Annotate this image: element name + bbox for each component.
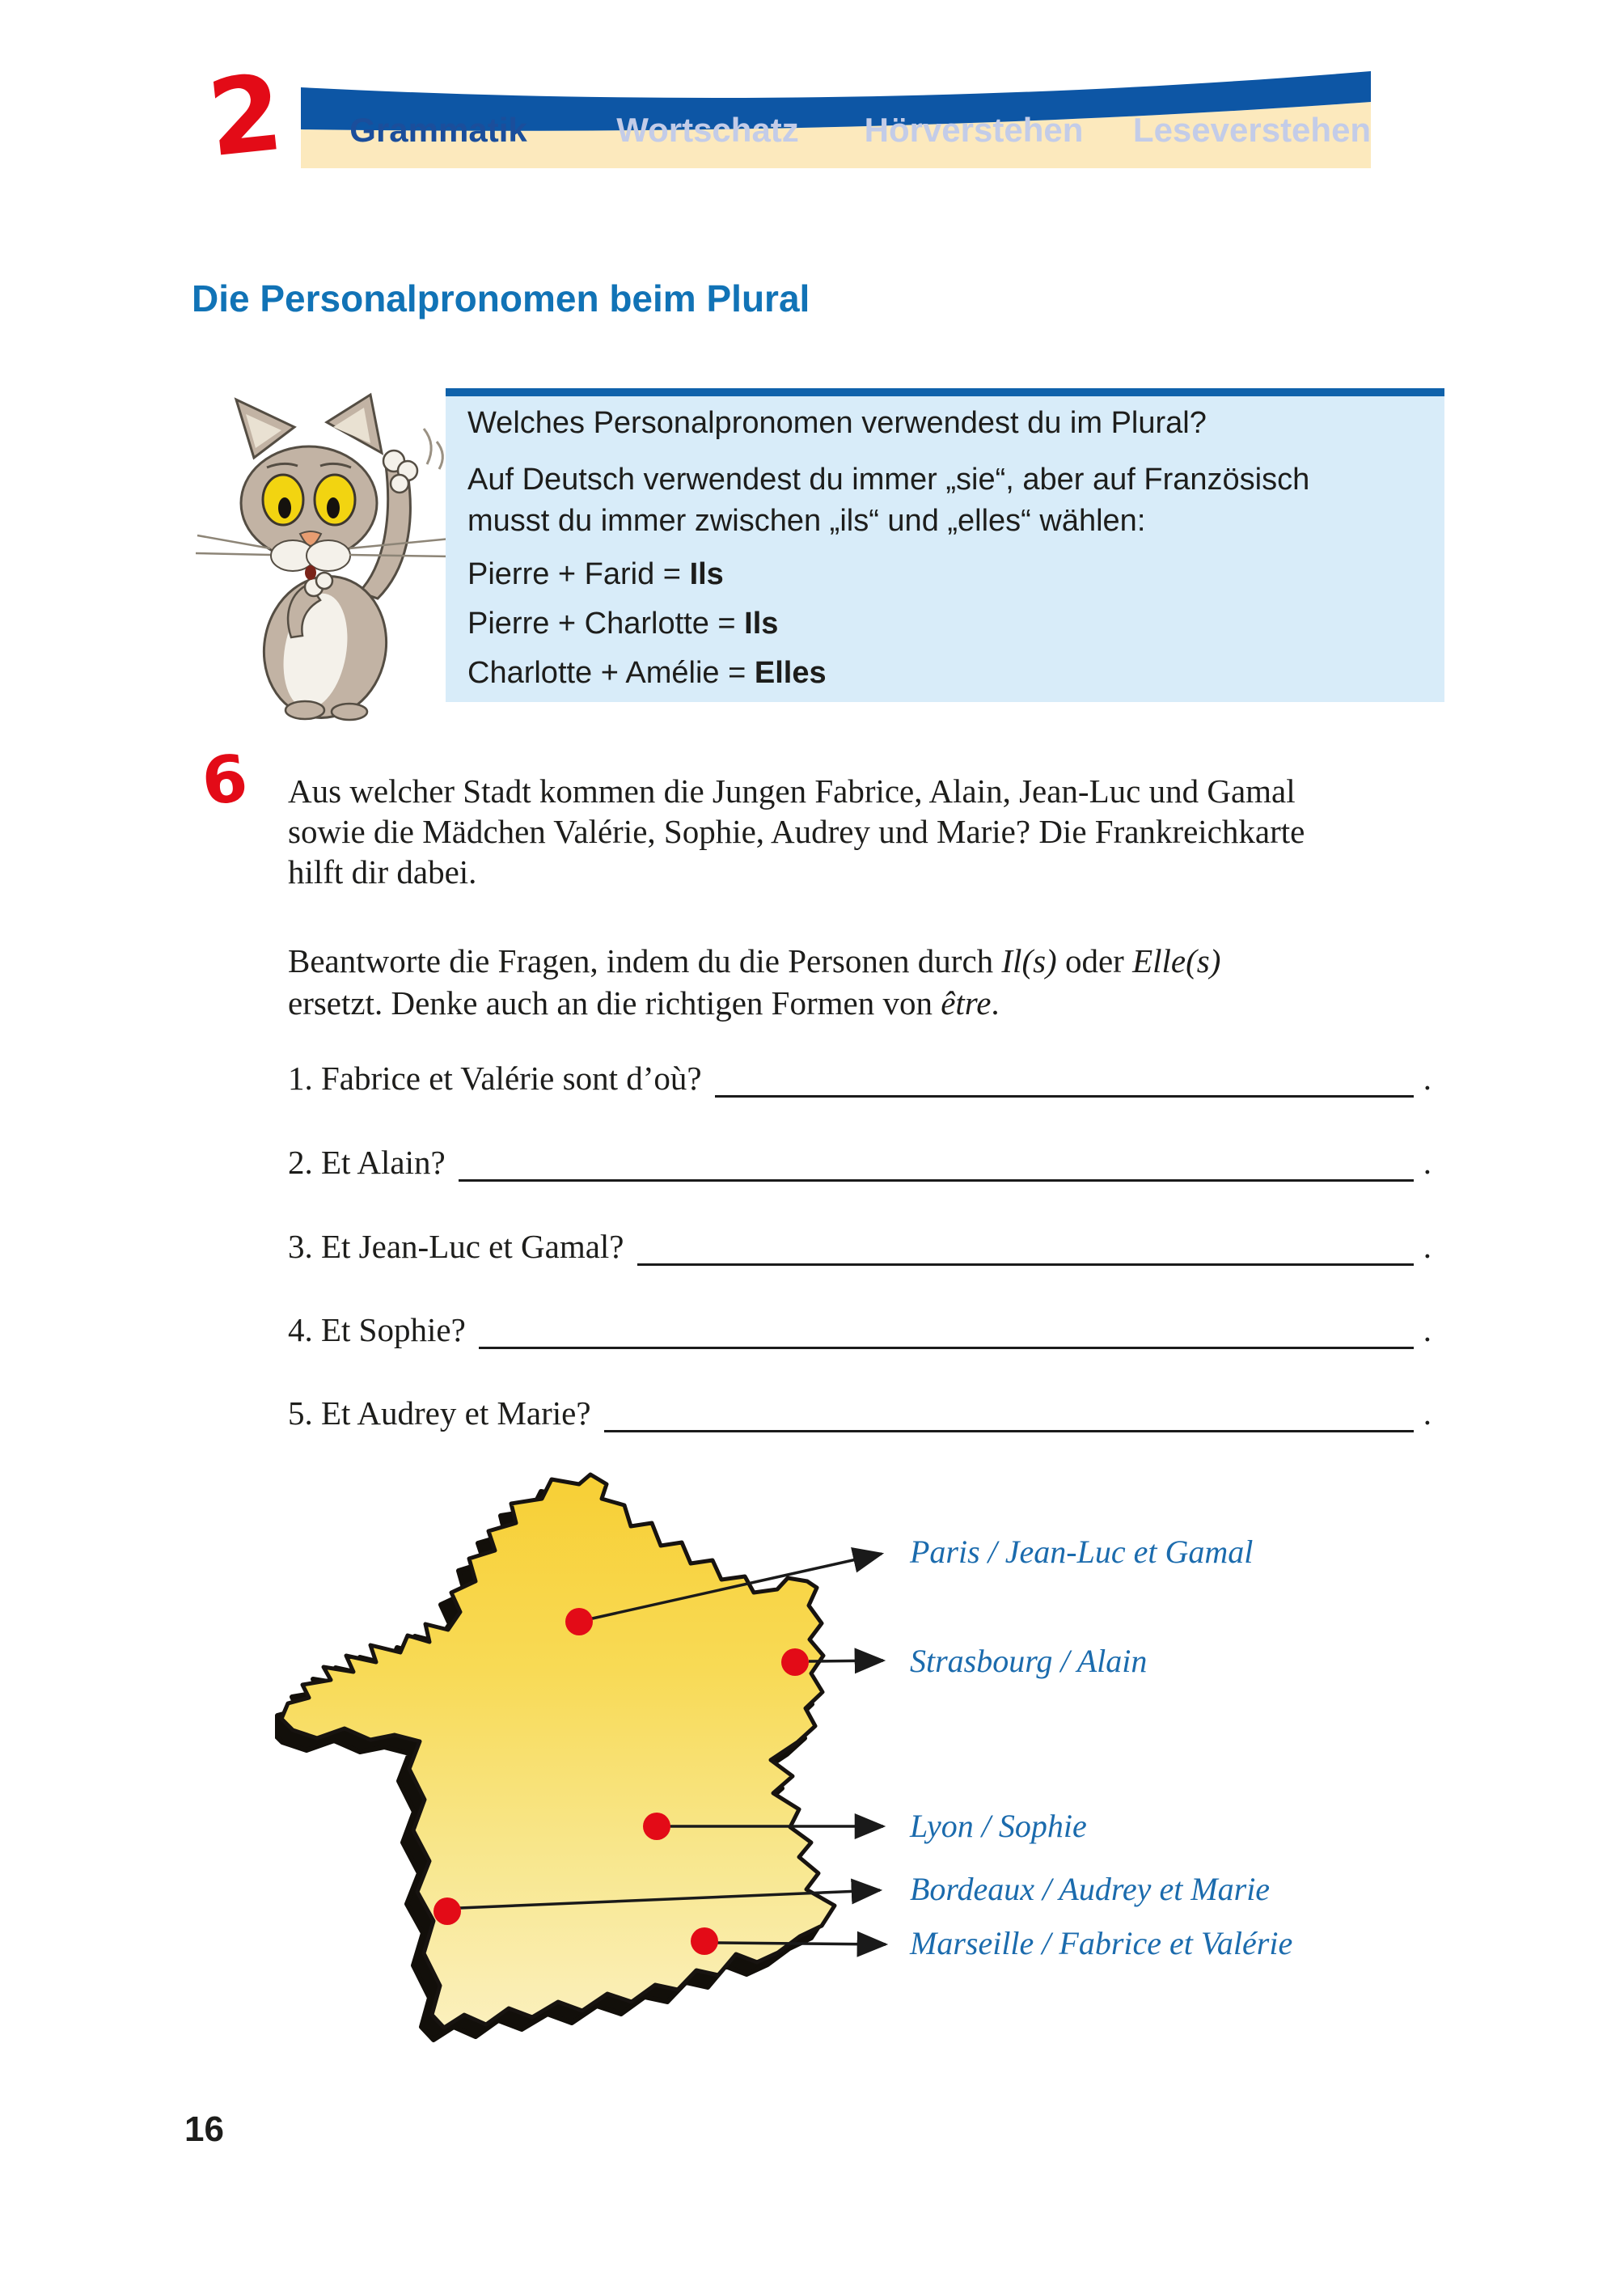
question-suffix: . xyxy=(1423,1228,1432,1265)
tab-leseverstehen: Leseverstehen xyxy=(1132,111,1372,149)
example-pronoun: Elles xyxy=(754,656,827,690)
tab-grammatik: Grammatik xyxy=(349,111,527,149)
intro-line: Aus welcher Stadt kommen die Jungen Fabrice, Alain, Jean-Luc und Gamal xyxy=(288,772,1296,810)
tab-hoerverstehen: Hörverstehen xyxy=(864,111,1084,149)
answer-blank-line xyxy=(479,1309,1414,1349)
page-number: 16 xyxy=(184,2109,224,2149)
question-row-1 xyxy=(288,1058,1432,1098)
instruction-text: . xyxy=(991,984,1000,1022)
cat-paw-finger xyxy=(391,475,408,493)
map-label-marseille: Marseille / Fabrice et Valérie xyxy=(910,1925,1293,1961)
cat-pupil-right xyxy=(327,497,340,518)
map-label-strasbourg: Strasbourg / Alain xyxy=(910,1643,1148,1679)
section-title: Die Personalpronomen beim Plural xyxy=(192,277,810,319)
question-label: 1. Fabrice et Valérie sont d’où? xyxy=(288,1060,702,1097)
map-label-lyon: Lyon / Sophie xyxy=(910,1808,1087,1844)
answer-blank-line xyxy=(637,1226,1414,1266)
info-box-content xyxy=(467,404,1428,704)
example-names: Charlotte + Amélie = xyxy=(467,656,755,690)
info-explanation-line1: Auf Deutsch verwendest du immer „sie“, aber auf Französisch xyxy=(467,463,1310,497)
exercise-instructions xyxy=(288,940,1436,1024)
question-row-2 xyxy=(288,1142,1432,1182)
arrow-marseille xyxy=(717,1943,886,1944)
exercise-intro xyxy=(288,771,1436,892)
cat-foot xyxy=(285,701,324,719)
city-dot-lyon xyxy=(643,1813,670,1840)
city-dot-strasbourg xyxy=(781,1648,809,1676)
answer-blank-line xyxy=(604,1393,1414,1432)
instruction-italic: Il(s) xyxy=(1001,942,1057,979)
unit-number: 2 xyxy=(202,50,289,181)
intro-line: hilft dir dabei. xyxy=(288,853,477,891)
instruction-italic: être xyxy=(941,984,992,1022)
map-label-paris: Paris / Jean-Luc et Gamal xyxy=(910,1534,1254,1570)
info-explanation-line2: musst du immer zwischen „ils“ und „elles“ wählen: xyxy=(467,504,1146,538)
city-dot-bordeaux xyxy=(433,1897,461,1925)
example-pronoun: Ils xyxy=(689,557,724,591)
instruction-text: ersetzt. Denke auch an die richtigen Formen von xyxy=(288,984,941,1022)
answer-blank-line xyxy=(715,1058,1414,1098)
question-row-3 xyxy=(288,1226,1432,1267)
instruction-italic: Elle(s) xyxy=(1132,942,1221,979)
cat-pupil-left xyxy=(278,497,291,518)
question-label: 4. Et Sophie? xyxy=(288,1311,466,1348)
info-example xyxy=(467,556,1428,593)
cat-illustration xyxy=(220,380,459,720)
instruction-text: Beantworte die Fragen, indem du die Personen durch xyxy=(288,942,1002,979)
intro-line: sowie die Mädchen Valérie, Sophie, Audrey und Marie? Die Frankreichkarte xyxy=(288,813,1305,850)
cat-paw-finger xyxy=(316,573,332,589)
example-pronoun: Ils xyxy=(744,607,779,641)
map-label-bordeaux: Bordeaux / Audrey et Marie xyxy=(910,1871,1271,1907)
question-label: 2. Et Alain? xyxy=(288,1144,446,1181)
question-suffix: . xyxy=(1423,1060,1432,1097)
question-label: 5. Et Audrey et Marie? xyxy=(288,1394,591,1432)
question-suffix: . xyxy=(1423,1311,1432,1348)
question-row-4 xyxy=(288,1309,1432,1350)
france-map xyxy=(275,1468,1464,2071)
question-suffix: . xyxy=(1423,1144,1432,1181)
exercise-number: 6 xyxy=(198,740,252,820)
grammar-info-box xyxy=(446,388,1444,702)
question-row-5 xyxy=(288,1393,1432,1433)
info-example xyxy=(467,654,1428,692)
question-label: 3. Et Jean-Luc et Gamal? xyxy=(288,1228,624,1265)
city-dot-paris xyxy=(565,1608,593,1635)
city-dot-marseille xyxy=(691,1927,718,1955)
question-suffix: . xyxy=(1423,1394,1432,1432)
cat-foot xyxy=(332,704,367,720)
info-example xyxy=(467,605,1428,642)
cat-motion-lines xyxy=(424,429,442,469)
answer-blank-line xyxy=(459,1142,1414,1182)
cat-mouth xyxy=(305,565,316,580)
example-names: Pierre + Charlotte = xyxy=(467,607,745,641)
header-band xyxy=(299,61,1375,174)
example-names: Pierre + Farid = xyxy=(467,557,690,591)
instruction-text: oder xyxy=(1056,942,1133,979)
info-question: Welches Personalpronomen verwendest du im Plural? xyxy=(467,406,1207,440)
tab-wortschatz: Wortschatz xyxy=(616,111,799,149)
info-box-top-bar xyxy=(446,388,1444,396)
